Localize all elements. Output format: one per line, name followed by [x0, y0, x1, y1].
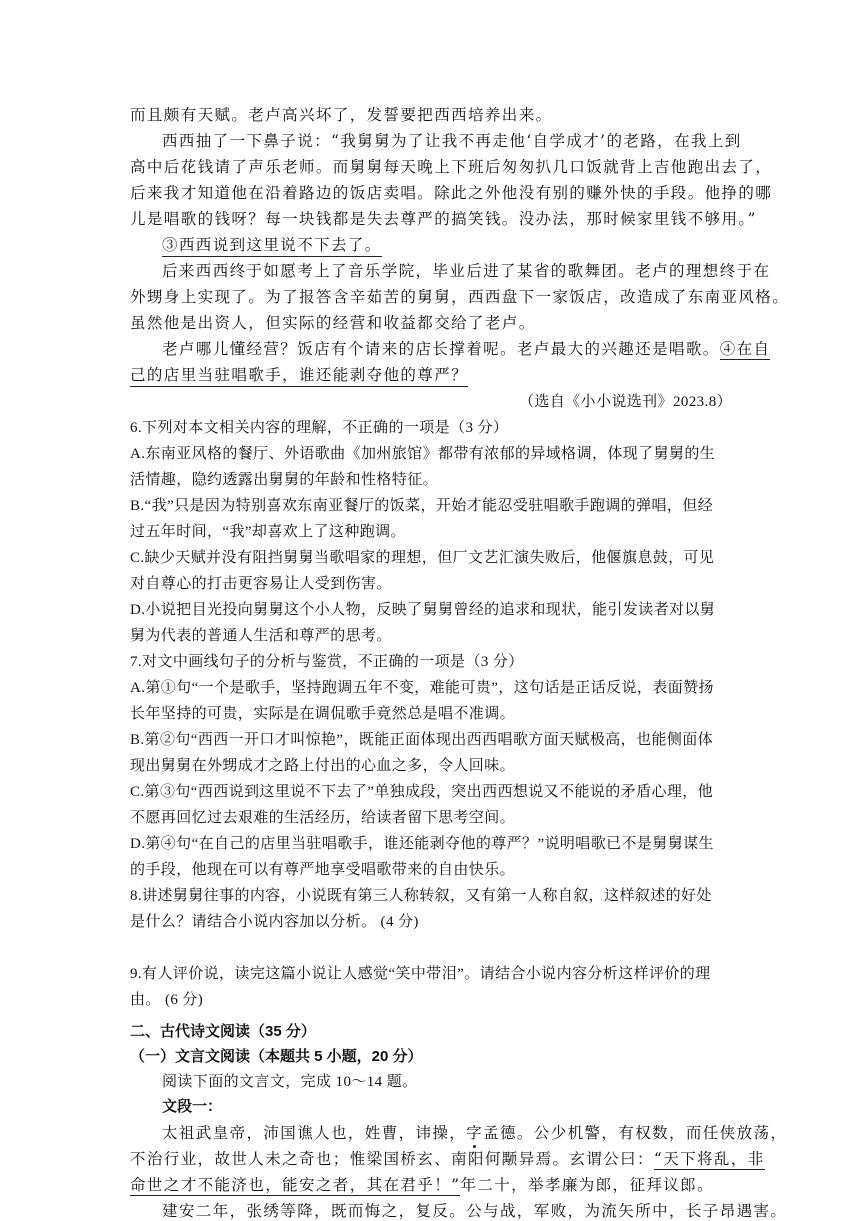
story-line-8: 外甥身上实现了。为了报答含辛茹苦的舅舅，西西盘下一家饭店，改造成了东南亚风格。: [130, 288, 790, 306]
story-line-5: 儿是唱歌的钱呀？每一块钱都是失去尊严的搞笑钱。没办法，那时候家里钱不够用。”: [130, 210, 757, 228]
q7-option-c-line-1: C.第③句“西西说到这里说不下去了”单独成段，突出西西想说又不能说的矛盾心理，他: [130, 784, 714, 800]
classical-line-3: [130, 1173, 714, 1195]
underlined-sentence-3: ③西西说到这里说不下去了。: [162, 233, 382, 257]
underlined-sentence-4-end: 己的店里当驻唱歌手，谁还能剥夺他的尊严？: [130, 363, 468, 387]
q6-option-d-line-1: D.小说把目光投向舅舅这个小人物，反映了舅舅曾经的追求和现状，能引发读者对以舅: [130, 602, 716, 618]
q7-option-d-line-1: D.第④句“在自己的店里当驻唱歌手，谁还能剥夺他的尊严？”说明唱歌已不是舅舅谋生: [130, 836, 714, 852]
question-6: 6.下列对本文相关内容的理解，不正确的一项是（3 分）: [130, 420, 509, 436]
story-line-9: 虽然他是出资人，但实际的经营和收益都交给了老卢。: [130, 314, 536, 332]
story-line-3: 高中后花钱请了声乐老师。而舅舅每天晚上下班后匆匆扒几口饭就背上吉他跑出去了，: [130, 158, 773, 176]
passage-1-label: 文段一：: [162, 1098, 223, 1115]
q6-option-c-line-1: C.缺少天赋并没有阻挡舅舅当歌唱家的理想，但厂文艺汇演失败后，他偃旗息鼓，可见: [130, 550, 715, 566]
classical-line-3-text: 年二十，举孝廉为郎，征拜议郎。: [460, 1176, 714, 1194]
q7-option-b-line-1: B.第②句“西西一开口才叫惊艳”，既能正面体现出西西唱歌方面天赋极高，也能侧面体: [130, 732, 714, 748]
q6-option-b-line-2: 过五年时间，“我”却喜欢上了这种跑调。: [130, 524, 406, 540]
question-9-line-1: 9.有人评价说，读完这篇小说让人感觉“笑中带泪”。请结合小说内容分析这样评价的理: [130, 966, 711, 982]
question-9-line-2: 由。 (6 分): [130, 992, 204, 1008]
story-line-10-text: 老卢哪儿懂经营？饭店有个请来的店长撑着呢。老卢最大的兴趣还是唱歌。: [162, 340, 720, 358]
underlined-quote-end: 命世之才不能济也，能安之者，其在君乎！”: [130, 1176, 461, 1194]
section-2-instruction: 阅读下面的文言文，完成 10～14 题。: [162, 1074, 418, 1090]
section-2-heading: 二、古代诗文阅读（35 分）: [130, 1023, 316, 1040]
underlined-quote-start: “天下将乱，非: [653, 1150, 765, 1168]
section-2-subheading: （一）文言文阅读（本题共 5 小题，20 分）: [130, 1048, 423, 1065]
story-line-1: 而且颇有天赋。老卢高兴坏了，发誓要把西西培养出来。: [130, 106, 553, 124]
story-line-2: 西西抽了一下鼻子说：“我舅舅为了让我不再走他‘自学成才’的老路，在我上到: [162, 132, 742, 150]
classical-line-1-part-b: 孟德。公少机警，有权数，而任侠放荡，: [483, 1124, 788, 1142]
story-line-4: 后来我才知道他在沿着路边的饭店卖唱。除此之外他没有别的赚外快的手段。他挣的哪: [130, 184, 773, 202]
dotted-character: 字: [466, 1124, 484, 1142]
question-8-line-2: 是什么？请结合小说内容加以分析。 (4 分): [130, 914, 419, 930]
q6-option-b-line-1: B.“我”只是因为特别喜欢东南亚餐厅的饭菜，开始才能忍受驻唱歌手跑调的弹唱，但经: [130, 498, 714, 514]
story-line-7: 后来西西终于如愿考上了音乐学院，毕业后进了某省的歌舞团。老卢的理想终于在: [162, 262, 771, 280]
q6-option-a-line-2: 活情趣，隐约透露出舅舅的年龄和性格特征。: [130, 472, 439, 488]
story-line-10: [162, 337, 770, 359]
classical-line-4: 建安二年，张绣等降，既而悔之，复反。公与战，军败，为流矢所中，长子昂遇害。: [162, 1202, 788, 1220]
q7-option-a-line-2: 长年坚持的可贵，实际是在调侃歌手竟然总是唱不准调。: [130, 706, 516, 722]
underlined-sentence-4-start: ④在自: [719, 340, 771, 358]
q6-option-c-line-2: 对自尊心的打击更容易让人受到伤害。: [130, 576, 392, 592]
classical-line-1: [162, 1121, 787, 1143]
q7-option-d-line-2: 的手段，他现在可以有尊严地享受唱歌带来的自由快乐。: [130, 862, 516, 878]
question-7: 7.对文中画线句子的分析与鉴赏，不正确的一项是（3 分）: [130, 654, 524, 670]
question-8-line-1: 8.讲述舅舅往事的内容，小说既有第三人称转叙，又有第一人称自叙，这样叙述的好处: [130, 888, 712, 904]
q6-option-d-line-2: 舅为代表的普通人生活和尊严的思考。: [130, 628, 392, 644]
q7-option-a-line-1: A.第①句“一个是歌手，坚持跑调五年不变，难能可贵”，这句话是正话反说，表面赞扬: [130, 680, 714, 696]
source-citation: （选自《小小说选刊》2023.8）: [518, 394, 732, 410]
classical-line-2: [130, 1147, 765, 1169]
classical-line-1-part-a: 太祖武皇帝，沛国谯人也，姓曹，讳操，: [162, 1124, 467, 1142]
q6-option-a-line-1: A.东南亚风格的餐厅、外语歌曲《加州旅馆》都带有浓郁的异域格调，体现了舅舅的生: [130, 446, 716, 462]
classical-line-2-text: 不治行业，故世人未之奇也；惟梁国桥玄、南阳何颙异焉。玄谓公曰：: [130, 1150, 654, 1168]
q7-option-c-line-2: 不愿再回忆过去艰难的生活经历，给读者留下思考空间。: [130, 810, 516, 826]
q7-option-b-line-2: 现出舅舅在外甥成才之路上付出的心血之多，令人回味。: [130, 758, 516, 774]
